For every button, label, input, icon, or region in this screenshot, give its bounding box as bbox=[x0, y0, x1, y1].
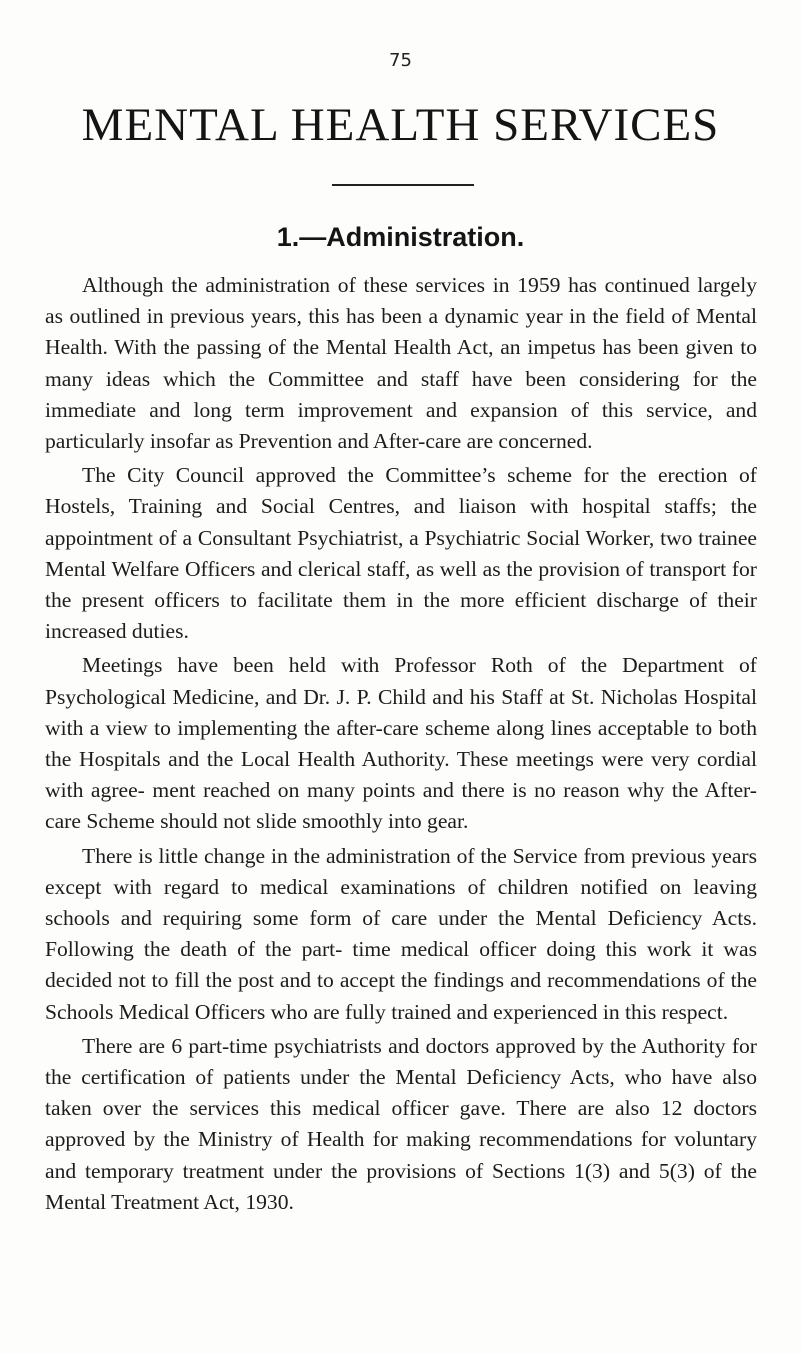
section-heading: 1.—Administration. bbox=[276, 222, 525, 252]
body-text bbox=[45, 270, 757, 1221]
paragraph-1: Although the administration of these services in 1959 has continued largely as outlined in previous years, this has been a dynamic year in the field of Mental Health. With the passing of the Mental Health Act, an impetus has been given to many ideas which the Committee and staff have been considering for the immediate and long term improvement and expansion of this service, and particularly insofar as Prevention and After-care are concerned. bbox=[45, 273, 757, 454]
paragraph-3: Meetings have been held with Professor Roth of the Department of Psychological Medicine, and Dr. J. P. Child and his Staff at St. Nicholas Hospital with a view to implementing the after-care scheme along lines acceptable to both the Hospitals and the Local Health Authority. These meetings were very cordial with agree- ment reached on many points and there is no reason why the After- care Scheme should not slide smoothly into gear. bbox=[45, 653, 757, 834]
paragraph-4: There is little change in the administration of the Service from previous years except with regard to medical examinations of children notified on leaving schools and requiring some form of care under the Mental Deficiency Acts. Following the death of the part- time medical officer doing this work it was decided not to fill the post and to accept the findings and recommendations of the Schools Medical Officers who are fully trained and experienced in this respect. bbox=[45, 843, 757, 1024]
page-number: 75 bbox=[389, 50, 412, 71]
paragraph-2: The City Council approved the Committee’s scheme for the erection of Hostels, Training and Social Centres, and liaison with hospital staffs; the appointment of a Consultant Psychiatrist, a Psychiatric Social Worker, two trainee Mental Welfare Officers and clerical staff, as well as the provision of transport for the present officers to facilitate them in the more efficient discharge of their increased duties. bbox=[45, 463, 757, 644]
title-divider bbox=[332, 184, 474, 186]
page-title: MENTAL HEALTH SERVICES bbox=[81, 99, 720, 151]
paragraph-5: There are 6 part-time psychiatrists and doctors approved by the Authority for the certification of patients under the Mental Deficiency Acts, who have also taken over the services this medical officer gave. There are also 12 doctors approved by the Ministry of Health for making recommendations for voluntary and temporary treatment under the provisions of Sections 1(3) and 5(3) of the Mental Treatment Act, 1930. bbox=[45, 1033, 757, 1214]
